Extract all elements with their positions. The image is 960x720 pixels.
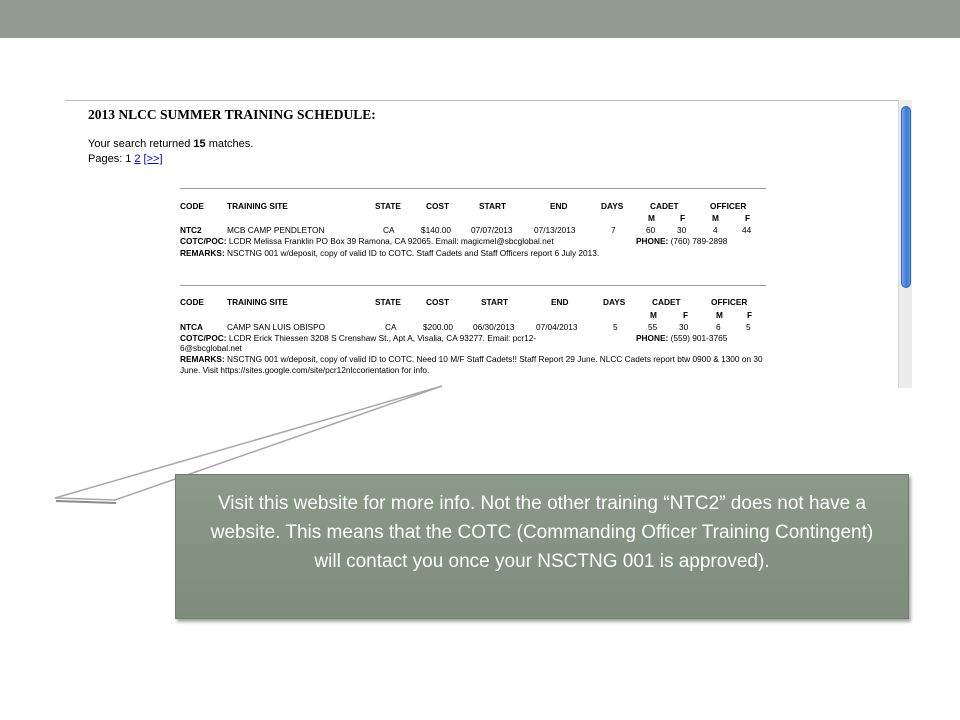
cadet-header: CADET [650, 201, 679, 211]
entry-cadet-f: 30 [679, 322, 689, 332]
officer-m-header: M [716, 310, 723, 320]
code-header: CODE [180, 297, 204, 307]
entry-code: NTC2 [180, 225, 202, 235]
entry-site: CAMP SAN LUIS OBISPO [227, 322, 326, 332]
entry-cadet-m: 60 [646, 225, 656, 235]
code-header: CODE [180, 201, 204, 211]
officer-f-header: F [745, 213, 751, 223]
page-2-link[interactable]: 2 [134, 153, 141, 165]
start-header: START [481, 297, 509, 307]
start-header: START [479, 201, 507, 211]
entry-state: CA [385, 322, 397, 332]
schedule-title: 2013 NLCC SUMMER TRAINING SCHEDULE: [88, 107, 376, 122]
days-header: DAYS [601, 201, 624, 211]
days-header: DAYS [603, 297, 626, 307]
state-header: STATE [375, 201, 401, 211]
entry-poc: COTC/POC: LCDR Melissa Franklin PO Box 39 Ramona, CA 92065. Email: magicmel@sbcglobal.net [180, 236, 554, 246]
entry-phone: PHONE: (559) 901-3765 [636, 333, 728, 343]
state-header: STATE [375, 297, 401, 307]
entry-poc-continued: 6@sbcglobal.net [180, 343, 242, 353]
entry-cadet-m: 55 [648, 322, 658, 332]
search-result-text: Your search returned 15 matches. [88, 138, 254, 150]
entry-end: 07/13/2013 [534, 225, 576, 235]
entry-phone: PHONE: (760) 789-2898 [636, 236, 728, 246]
entry-cost: $200.00 [423, 322, 453, 332]
cadet-m-header: M [648, 213, 655, 223]
cost-header: COST [426, 201, 450, 211]
entry-state: CA [383, 225, 395, 235]
entry-officer-f: 5 [746, 322, 751, 332]
entry-cadet-f: 30 [677, 225, 687, 235]
cadet-f-header: F [680, 213, 686, 223]
entry-officer-f: 44 [742, 225, 752, 235]
cadet-header: CADET [652, 297, 681, 307]
entry-days: 7 [611, 225, 616, 235]
officer-f-header: F [747, 310, 753, 320]
entry-remarks: REMARKS: NSCTNG 001 w/deposit, copy of valid ID to COTC. Staff Cadets and Staff Officers report 6 July 2013. [180, 248, 600, 258]
end-header: END [551, 297, 569, 307]
site-header: TRAINING SITE [227, 297, 288, 307]
callout-text: Visit this website for more info. Not the other training “NTC2” does not have a website. This means that the COTC (Commanding Officer Training Contingent) will contact you once your NSCTNG 001 is approved). [210, 493, 874, 572]
pagination-label: Pages: 1 [88, 153, 132, 165]
entry-site: MCB CAMP PENDLETON [227, 225, 325, 235]
cadet-f-header: F [683, 310, 689, 320]
officer-header: OFFICER [710, 201, 747, 211]
callout-box [175, 474, 909, 619]
next-page-link[interactable]: [>>] [143, 153, 163, 165]
entry-start: 07/07/2013 [471, 225, 513, 235]
officer-header: OFFICER [711, 297, 748, 307]
entry-officer-m: 4 [713, 225, 718, 235]
entry-cost: $140.00 [421, 225, 451, 235]
entry-days: 5 [613, 322, 618, 332]
site-header: TRAINING SITE [227, 201, 288, 211]
entry-start: 06/30/2013 [473, 322, 515, 332]
cadet-m-header: M [650, 310, 657, 320]
officer-m-header: M [712, 213, 719, 223]
cost-header: COST [426, 297, 450, 307]
entry-end: 07/04/2013 [536, 322, 578, 332]
entry-code: NTCA [180, 322, 204, 332]
entry-remarks: REMARKS: NSCTNG 001 w/deposit, copy of valid ID to COTC. Need 10 M/F Staff Cadets!! Staff Report 29 June. NLCC Cadets report btw 0900 & 1300 on 30 June. Visit https://sites.google.com/site/pcr12nlccorientation for info. [180, 354, 763, 375]
entry-poc: COTC/POC: LCDR Erick Thiessen 3208 S Crenshaw St., Apt A, Visalia, CA 93277. Email: pcr12- [180, 333, 537, 343]
end-header: END [550, 201, 568, 211]
match-count: 15 [193, 138, 206, 150]
entry-officer-m: 6 [716, 322, 721, 332]
